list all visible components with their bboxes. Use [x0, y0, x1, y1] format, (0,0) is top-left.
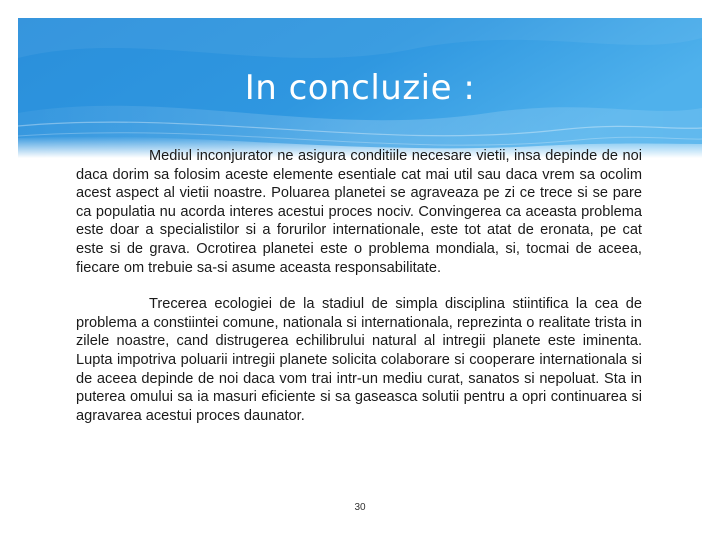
- slide-body: [76, 147, 642, 425]
- paragraph-2: Trecerea ecologiei de la stadiul de simpla disciplina stiintifica la cea de problema a constiintei comune, nationala si internationala, reprezinta o realitate trista in zilele noastre, cand distrugerea echilibrului natural al intregii planete este iminenta. Lupta impotriva poluarii intregii planete solicita colaborare si cooperare internationala si de aceea depinde de noi daca vom trai intr-un mediu curat, sanatos si nepoluat. Sta in puterea omului sa ia masuri eficiente si sa gaseasca solutii pentru a opri continuarea si agravarea acestui proces daunator.: [76, 296, 642, 424]
- slide-title: In concluzie :: [244, 68, 476, 108]
- title-banner: [18, 18, 702, 158]
- paragraph-1: Mediul inconjurator ne asigura conditiile necesare vietii, insa depinde de noi daca dorim sa folosim aceste elemente esentiale cat mai util sau daca vrem sa ocolim acest aspect al vietii noastre. Poluarea planetei se agraveaza pe zi ce trece si se pare ca populatia nu acorda interes acestui proces nociv. Convingerea ca aceasta problema este doar a specialistilor si a forurilor internationale, este tot atat de eronata, pe cat este si de grava. Ocrotirea planetei este o problema mondiala, si, tocmai de aceea, fiecare om trebuie sa-si asume aceasta responsabilitate.: [76, 148, 642, 276]
- page-number: 30: [354, 502, 366, 513]
